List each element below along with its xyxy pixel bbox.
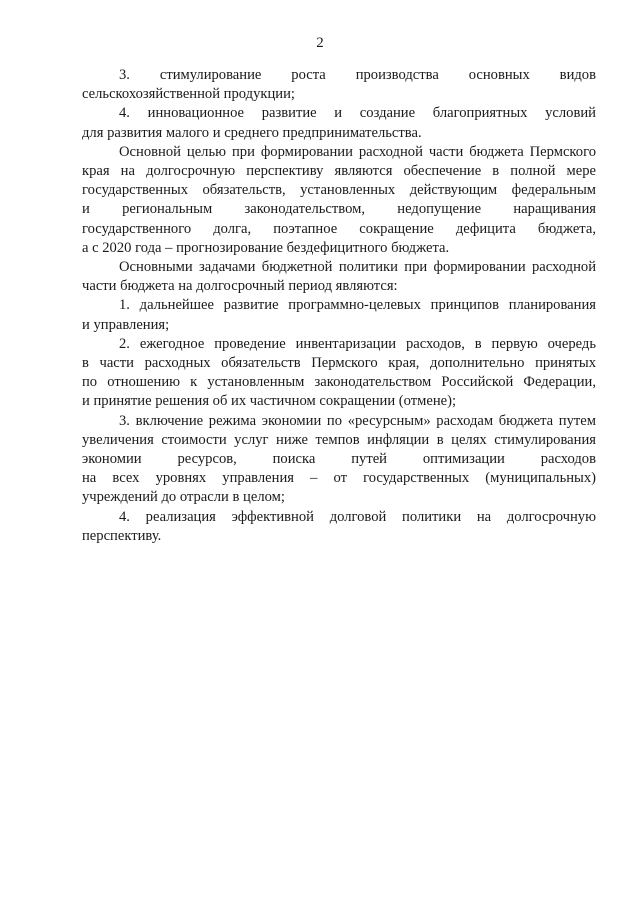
text-line: 3. стимулирование роста производства основных видов [119,67,596,83]
text-line: по отношению к установленным законодательством Российской Федерации, [82,374,596,391]
text-line: увеличения стоимости услуг ниже темпов инфляции в целях стимулирования [82,431,596,448]
text-line: для развития малого и среднего предпринимательства. [82,124,422,141]
text-line: экономии ресурсов, поиска путей оптимизации расходов [82,451,596,467]
text-line: Основными задачами бюджетной политики при формировании расходной [119,259,596,275]
text-line: перспективу. [82,527,162,544]
text-line: учреждений до отрасли в целом; [82,489,285,506]
text-line: и принятие решения об их частичном сокращении (отмене); [82,393,457,410]
text-line: государственных обязательств, установленных действующим федеральным [82,182,596,199]
text-line: 1. дальнейшее развитие программно-целевых принципов планирования [119,297,596,314]
text-line: и региональным законодательством, недопущение наращивания [82,201,596,218]
page-number: 2 [316,35,324,51]
text-line: и управления; [82,316,170,333]
text-line: 2. ежегодное проведение инвентаризации расходов, в первую очередь [119,335,596,352]
text-line: Основной целью при формировании расходной части бюджета Пермского [119,143,596,160]
text-line: государственного долга, поэтапное сокращение дефицита бюджета, [82,220,596,237]
text-line: в части расходных обязательств Пермского края, дополнительно принятых [82,355,596,371]
text-line: 3. включение режима экономии по «ресурсным» расходам бюджета путем [119,412,596,429]
text-line: на всех уровнях управления – от государственных (муниципальных) [82,470,596,487]
text-line: 4. реализация эффективной долговой политики на долгосрочную [119,508,596,525]
text-line: части бюджета на долгосрочный период являются: [82,278,398,295]
text-line: а с 2020 года – прогнозирование бездефицитного бюджета. [82,239,450,256]
text-line: 4. инновационное развитие и создание благоприятных условий [119,105,596,122]
text-line: сельскохозяйственной продукции; [82,86,295,103]
text-line: края на долгосрочную перспективу являются обеспечение в полной мере [82,163,596,179]
